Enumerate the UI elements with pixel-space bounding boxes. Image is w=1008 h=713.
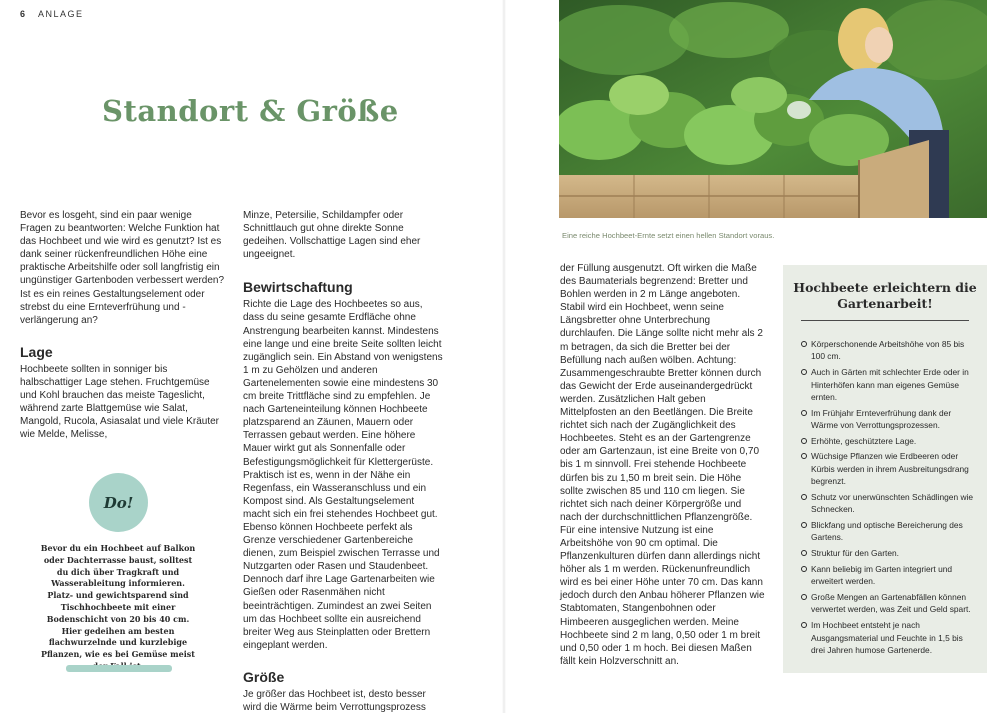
column-2 <box>243 209 443 713</box>
running-head <box>20 9 84 19</box>
heading-groesse: Größe <box>243 668 285 685</box>
bullet-icon <box>801 453 807 459</box>
section-label: ANLAGE <box>38 9 84 19</box>
do-tip-text: Bevor du ein Hochbeet auf Balkon oder Dachterrasse baust, solltest du dich über Tragkraft und Wasserableitung informieren. Platz- und gewichtsparend sind Tischhochbeete mit einer Bodenschicht von 20 bis 40 cm. Hier gedeihen am besten flachwurzelnde und kurzlebige Pflanzen, wie es bei Gemüse meist <box>40 543 196 660</box>
lage-paragraph: Hochbeete sollten in sonniger bis halbschattiger Lage stehen. Fruchtgemüse und Kohl brauchen das meiste Tageslicht, während zarte Blattgemüse wie Salat, Mangold, Rucola, Asiasalat und viele Kräuter wie Melde, Melisse, <box>20 363 220 441</box>
list-item: Schutz vor unerwünschten Schädlingen wie Schnecken. <box>801 491 977 516</box>
bullet-icon <box>801 341 807 347</box>
heading-lage: Lage <box>20 343 53 360</box>
bullet-icon <box>801 594 807 600</box>
list-item: Kann beliebig im Garten integriert und erweitert werden. <box>801 563 977 588</box>
heading-bewirtschaftung: Bewirtschaftung <box>243 279 353 296</box>
bullet-icon <box>801 622 807 628</box>
do-underline-decoration <box>66 665 172 672</box>
list-item: Im Hochbeet entsteht je nach Ausgangsmaterial und Feuchte in 1,5 bis drei Jahren humose Gartenerde. <box>801 619 977 656</box>
size-continued-paragraph: der Füllung ausgenutzt. Oft wirken die Maße des Baumaterials begrenzend: Bretter und Bohlen werden in 2 m Länge angeboten. Stabil wird ein Hochbeet, wenn seine Längsbretter ohne Unterbrechung durchlaufen. Die Länge sollte nicht mehr als 2 m betragen, da sich die Bretter bei der Befüllung nach außen wölben. Achtung: Zusammengeschraubte Bretter können durch das Gewicht der Erde auseinandergedrückt werden. Zusätzlichen Halt geben Mittelpfosten an den Beetlängen. Die Breite richtet sich nach der Zugänglichkeit des Hochbeetes. Steht es an der Gartengrenze oder am Gartenzaun, ist eine Breite von 0,70 bis 1 m sinnvoll. Frei stehende Hochbeete dürfen bis zu 1,50 m breit sein. Die Höhe sollte zwischen 85 und 110 cm liegen. Sie richtet sich nach deiner Körpergröße und nach der durchschnittlichen Pflanzengröße. Für eine intensive Nutzung ist eine Arbeitshöhe von 90 cm optimal. Die Pflanzenkulturen dürfen dann allerdings nicht höher als 1 m werden. Rückenunfreundlich wird es bei einer Höhe unter 70 cm. Das kann jedoch durch den Anbau höherer Pflanzen wie Stabtomaten, Stangenbohnen oder Himbeeren ausgeglichen werden. Meine Hochbeete sind 2 m lang, 0,50 oder 1 m breit und 0,50 oder 1 m hoch. Bei diesen Maßen fällt kein Holzverschnitt an. <box>560 263 765 667</box>
list-item: Auch in Gärten mit schlechter Erde oder in Hinterhöfen kann man eigenes Gemüse ernten. <box>801 366 977 403</box>
book-gutter <box>502 0 506 713</box>
list-item: Blickfang und optische Bereicherung des Gartens. <box>801 519 977 544</box>
benefits-title: Hochbeete erleichtern die Gartenarbeit! <box>793 280 977 311</box>
bullet-icon <box>801 369 807 375</box>
column-3 <box>560 262 765 668</box>
raised-bed-illustration <box>559 0 987 218</box>
benefits-divider <box>801 320 969 321</box>
bullet-icon <box>801 550 807 556</box>
bullet-icon <box>801 522 807 528</box>
page-number: 6 <box>20 9 27 19</box>
bullet-icon <box>801 566 807 572</box>
bullet-icon <box>801 410 807 416</box>
benefits-box <box>783 265 987 673</box>
list-item: Struktur für den Garten. <box>801 547 977 559</box>
benefits-list <box>801 338 977 660</box>
garden-photo <box>559 0 987 218</box>
list-item: Im Frühjahr Ernteverfrühung dank der Wärme von Verrottungsprozessen. <box>801 407 977 432</box>
bullet-icon <box>801 438 807 444</box>
photo-caption: Eine reiche Hochbeet-Ernte setzt einen hellen Standort voraus. <box>562 231 775 240</box>
column-1 <box>20 209 225 441</box>
bullet-icon <box>801 494 807 500</box>
list-item: Wüchsige Pflanzen wie Erdbeeren oder Kürbis werden in ihrem Ausbreitungsdrang begrenzt. <box>801 450 977 487</box>
do-badge <box>89 473 148 532</box>
continued-paragraph: Minze, Petersilie, Schildampfer oder Schnittlauch gut ohne direkte Sonne gedeihen. Vollschattige Lagen sind eher ungeeignet. <box>243 210 421 261</box>
list-item: Große Mengen an Gartenabfällen können verwertet werden, was Zeit und Geld spart. <box>801 591 977 616</box>
intro-paragraph: Bevor es losgeht, sind ein paar wenige Fragen zu beantworten: Welche Funktion hat das Hochbeet und wie wird es genutzt? Ist es dank seiner rückenfreundlichen Höhe eine praktische Arbeitshilfe oder soll langfristig ein ungünstiger Gartenboden verbessert werden? Ist es ein reines Gestaltungselement oder strebst du eine Ernteverfrühung und -verlängerung an? <box>20 210 225 326</box>
do-badge-label: Do! <box>103 493 134 512</box>
list-item: Erhöhte, geschütztere Lage. <box>801 435 977 447</box>
page-title: Standort & Größe <box>102 94 399 128</box>
bewirtschaftung-paragraph: Richte die Lage des Hochbeetes so aus, dass du seine gesamte Erdfläche ohne Anstrengung bearbeiten kannst. Mindestens eine lange und eine breite Seite sollten leicht zugänglich sein. Ein Abstand von wenigstens 1 m zu Gehölzen und anderen Gartenelementen sowie eine mindestens 30 cm breite Trittfläche sind zu empfehlen. Je nach Garteneinteilung können Hochbeete platzsparend an Zäunen, Mauern oder Terrassen gebaut werden. Eine höhere Mauer wirkt gut als Sonnenfalle oder Befestigungsmöglichkeit für Klettergerüste. Praktisch ist es, wenn in der Nähe ein Regenfass, ein Wasseranschluss und ein Kompost sind. Als Gestaltungselement macht sich ein frei stehendes Hochbeet gut. Ebenso können Hochbeete perfekt als Grenze verschiedener Gartenbereiche dienen, zum Beispiel zwischen Terrasse und Nutzgarten oder Rasen und Staudenbeet. Dennoch darf ihre Lage Gartenarbeiten wie Gießen oder Rasenmähen nicht beeinträchtigen. Zumindest an zwei Seiten um das Hochbeet sollte ein ausreichend breiter Weg aus Steinplatten oder Brettern eingeplant werden. <box>243 299 443 651</box>
list-item: Körperschonende Arbeitshöhe von 85 bis 100 cm. <box>801 338 977 363</box>
groesse-paragraph: Je größer das Hochbeet ist, desto besser wird die Wärme beim Verrottungsprozess <box>243 688 426 713</box>
